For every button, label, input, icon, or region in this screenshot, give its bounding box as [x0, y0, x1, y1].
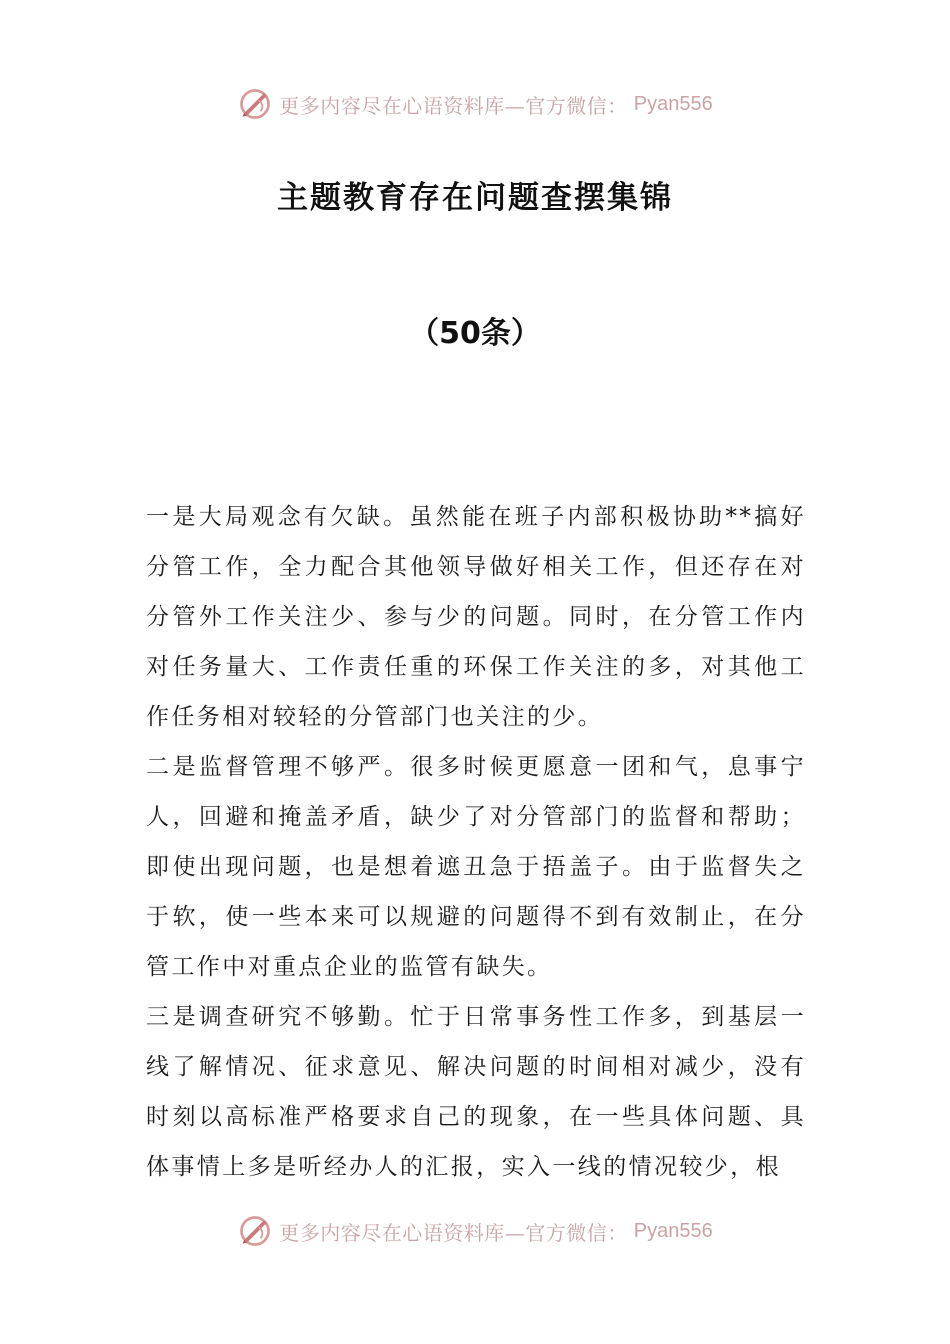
watermark-content — [237, 86, 712, 122]
watermark-wechat-id: Pyan556 — [633, 92, 713, 115]
watermark-header — [0, 82, 950, 126]
document-body — [146, 492, 806, 1192]
paragraph-2: 二是监督管理不够严。很多时候更愿意一团和气，息事宁人，回避和掩盖矛盾，缺少了对分管部门的监督和帮助；即使出现问题，也是想着遮丑急于捂盖子。由于监督失之于软，使一些本来可以规避的问题得不到有效制止，在分管工作中对重点企业的监管有缺失。 — [146, 754, 806, 980]
watermark-text: 更多内容尽在心语资料库—官方微信： — [279, 93, 628, 118]
document-subtitle: （50条） — [409, 316, 541, 351]
watermark-content — [237, 1213, 712, 1249]
watermark-footer — [0, 1209, 950, 1253]
document-title: 主题教育存在问题查摆集锦 — [277, 180, 673, 216]
pen-logo-icon — [237, 86, 273, 122]
paragraph-1: 一是大局观念有欠缺。虽然能在班子内部积极协助**搞好分管工作，全力配合其他领导做好相关工作，但还存在对分管外工作关注少、参与少的问题。同时，在分管工作内对任务量大、工作责任重的环保工作关注的多，对其他工作任务相对较轻的分管部门也关注的少。 — [146, 504, 806, 730]
watermark-wechat-id: Pyan556 — [633, 1219, 713, 1242]
paragraph-3: 三是调查研究不够勤。忙于日常事务性工作多，到基层一线了解情况、征求意见、解决问题的时间相对减少，没有时刻以高标准严格要求自己的现象，在一些具体问题、具体事情上多是听经办人的汇报，实入一线的情况较少，根 — [146, 1004, 806, 1180]
watermark-text: 更多内容尽在心语资料库—官方微信： — [279, 1220, 628, 1245]
pen-logo-icon — [237, 1213, 273, 1249]
